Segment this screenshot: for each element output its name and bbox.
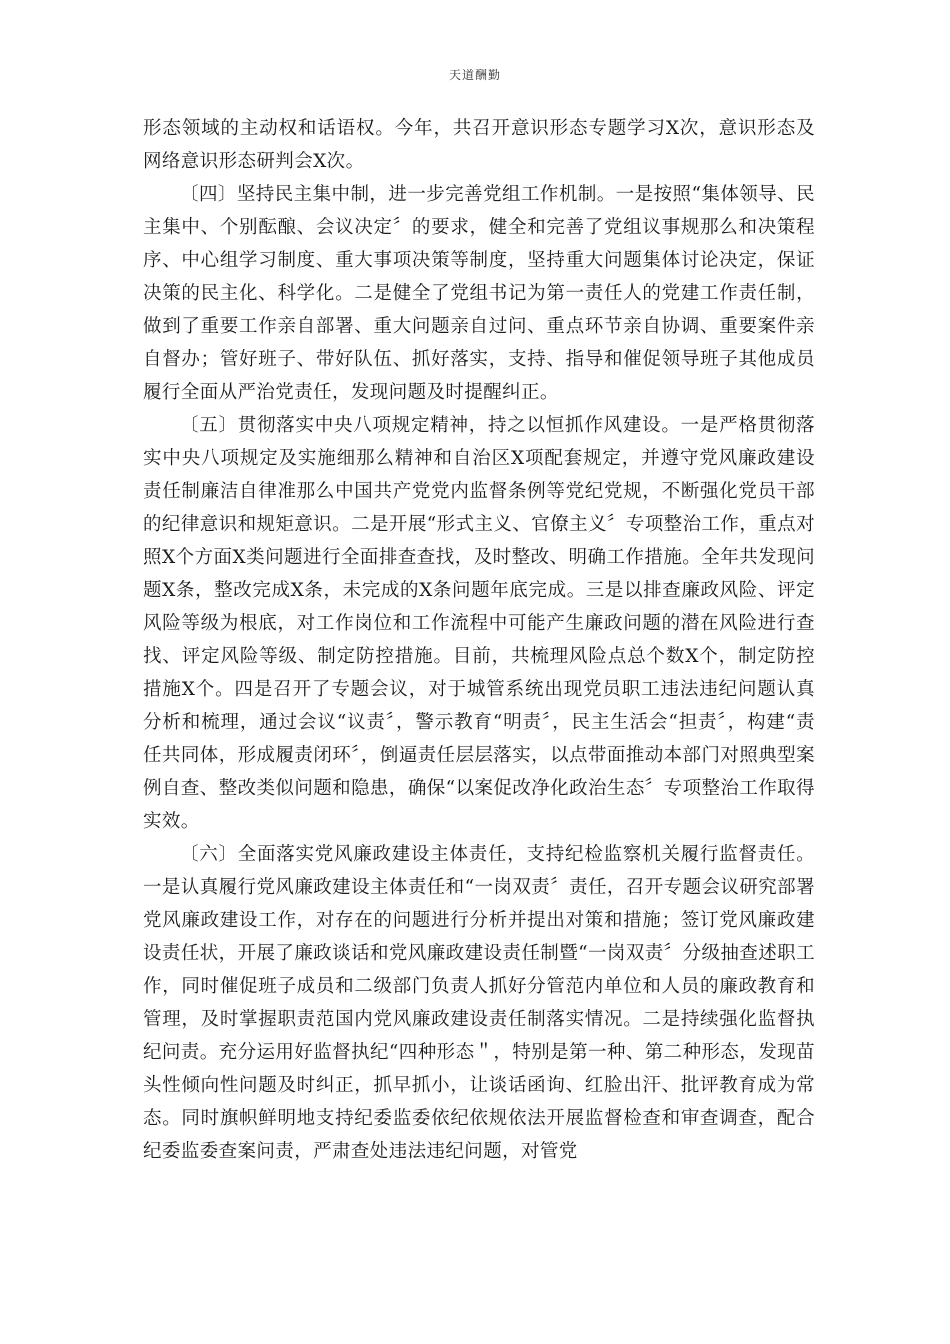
- page-header: 天道酬勤: [448, 68, 501, 82]
- document-body: [143, 112, 815, 1168]
- paragraph-1: 形态领域的主动权和话语权。今年，共召开意识形态专题学习X次，意识形态及网络意识形态研判会X次。: [143, 118, 815, 172]
- paragraph-3: 〔五〕贯彻落实中央八项规定精神，持之以恒抓作风建设。一是严格贯彻落实中央八项规定及实施细那么精神和自治区X项配套规定，并遵守党风廉政建设责任制廉洁自律准那么中国共产党党内监督条例等党纪党规，不断强化党员干部的纪律意识和规矩意识。二是开展“形式主义、官僚主义〞专项整治工作，重点对照X个方面X类问题进行全面排查查找，及时整改、明确工作措施。全年共发现问题X条，整改完成X条，未完成的X条问题年底完成。三是以排查廉政风险、评定风险等级为根底，对工作岗位和工作流程中可能产生廉政问题的潜在风险进行查找、评定风险等级、制定防控措施。目前，共梳理风险点总个数X个，制定防控措施X个。四是召开了专题会议，对于城管系统出现党员职工违法违纪问题认真分析和梳理，通过会议“议责〞，警示教育“明责〞，民主生活会“担责〞，构建“责任共同体，形成履责闭环〞，倒逼责任层层落实，以点带面推动本部门对照典型案例自查、整改类似问题和隐患，确保“以案促改净化政治生态〞专项整治工作取得实效。: [143, 415, 815, 832]
- paragraph-2: 〔四〕坚持民主集中制，进一步完善党组工作机制。一是按照“集体领导、民主集中、个别酝酿、会议决定〞的要求，健全和完善了党组议事规那么和决策程序、中心组学习制度、重大事项决策等制度，坚持重大问题集体讨论决定，保证决策的民主化、科学化。二是健全了党组书记为第一责任人的党建工作责任制，做到了重要工作亲自部署、重大问题亲自过问、重点环节亲自协调、重要案件亲自督办；管好班子、带好队伍、抓好落实，支持、指导和催促领导班子其他成员履行全面从严治党责任，发现问题及时提醒纠正。: [143, 184, 815, 403]
- paragraph-4: 〔六〕全面落实党风廉政建设主体责任，支持纪检监察机关履行监督责任。一是认真履行党风廉政建设主体责任和“一岗双责〞责任，召开专题会议研究部署党风廉政建设工作，对存在的问题进行分析并提出对策和措施；签订党风廉政建设责任状，开展了廉政谈话和党风廉政建设责任制暨“一岗双责〞分级抽查述职工作，同时催促班子成员和二级部门负责人抓好分管范内单位和人员的廉政教育和管理，及时掌握职责范国内党风廉政建设责任制落实情况。二是持续强化监督执纪问责。充分运用好监督执纪“四种形态＂，特别是第一种、第二种形态，发现苗头性倾向性问题及时纠正，抓早抓小，让谈话函询、红脸出汗、批评教育成为常态。同时旗帜鲜明地支持纪委监委依纪依规依法开展监督检查和审查调查，配合纪委监委查案问责，严肃查处违法违纪问题，对管党: [143, 844, 815, 1162]
